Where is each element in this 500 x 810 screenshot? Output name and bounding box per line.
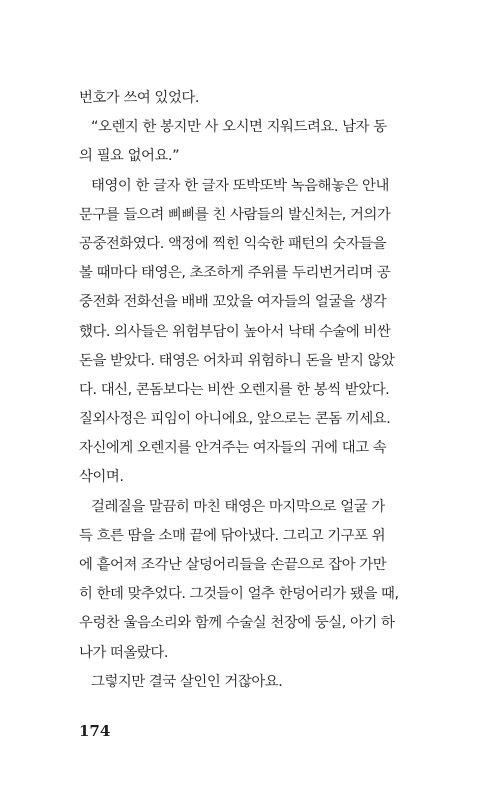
text-line: 에 흩어져 조각난 살덩어리들을 손끝으로 잡아 가만: [79, 557, 387, 573]
text-line: 히 한데 맞추었다. 그것들이 얼추 한덩어리가 됐을 때,: [79, 586, 399, 603]
text-line: 자신에게 오렌지를 안겨주는 여자들의 귀에 대고 속: [79, 440, 387, 457]
text-line: 그렇지만 결국 살인인 거잖아요.: [91, 673, 283, 690]
text-line: 질외사정은 피임이 아니에요, 앞으로는 콘돔 끼세요.: [79, 411, 391, 428]
body-text: [79, 84, 423, 697]
text-line: 득 흐른 땀을 소매 끝에 닦아냈다. 그리고 기구포 위: [79, 527, 386, 544]
text-line: 돈을 받았다. 태영은 어차피 위험하니 돈을 받지 않았: [79, 352, 395, 369]
text-line: 했다. 의사들은 위험부담이 높아서 낙태 수술에 비싼: [79, 323, 391, 340]
text-line: 의 필요 없어요.”: [79, 148, 180, 165]
text-line: 우렁찬 울음소리와 함께 수술실 천장에 둥실, 아기 하: [79, 615, 395, 632]
text-line: 태영이 한 글자 한 글자 또박또박 녹음해놓은 안내: [91, 177, 389, 194]
text-line: “오렌지 한 봉지만 사 오시면 지워드려요. 남자 동: [91, 119, 387, 136]
text-line: 공중전화였다. 액정에 찍힌 익숙한 패턴의 숫자들을: [79, 235, 387, 252]
text-line: 중전화 전화선을 배배 꼬았을 여자들의 얼굴을 생각: [79, 294, 387, 311]
text-line: 볼 때마다 태영은, 초조하게 주위를 두리번거리며 공: [79, 265, 391, 282]
text-line: 문구를 들으려 삐삐를 친 사람들의 발신처는, 거의가: [79, 206, 391, 223]
text-line: 번호가 쓰여 있었다.: [79, 90, 199, 106]
page-number: 174: [79, 722, 111, 740]
text-line: 걸레질을 말끔히 마친 태영은 마지막으로 얼굴 가: [91, 498, 385, 515]
text-line: 나가 떠올랐다.: [79, 644, 168, 661]
text-line: 다. 대신, 콘돔보다는 비싼 오렌지를 한 봉씩 받았다.: [79, 381, 390, 398]
text-line: 삭이며.: [79, 469, 124, 486]
